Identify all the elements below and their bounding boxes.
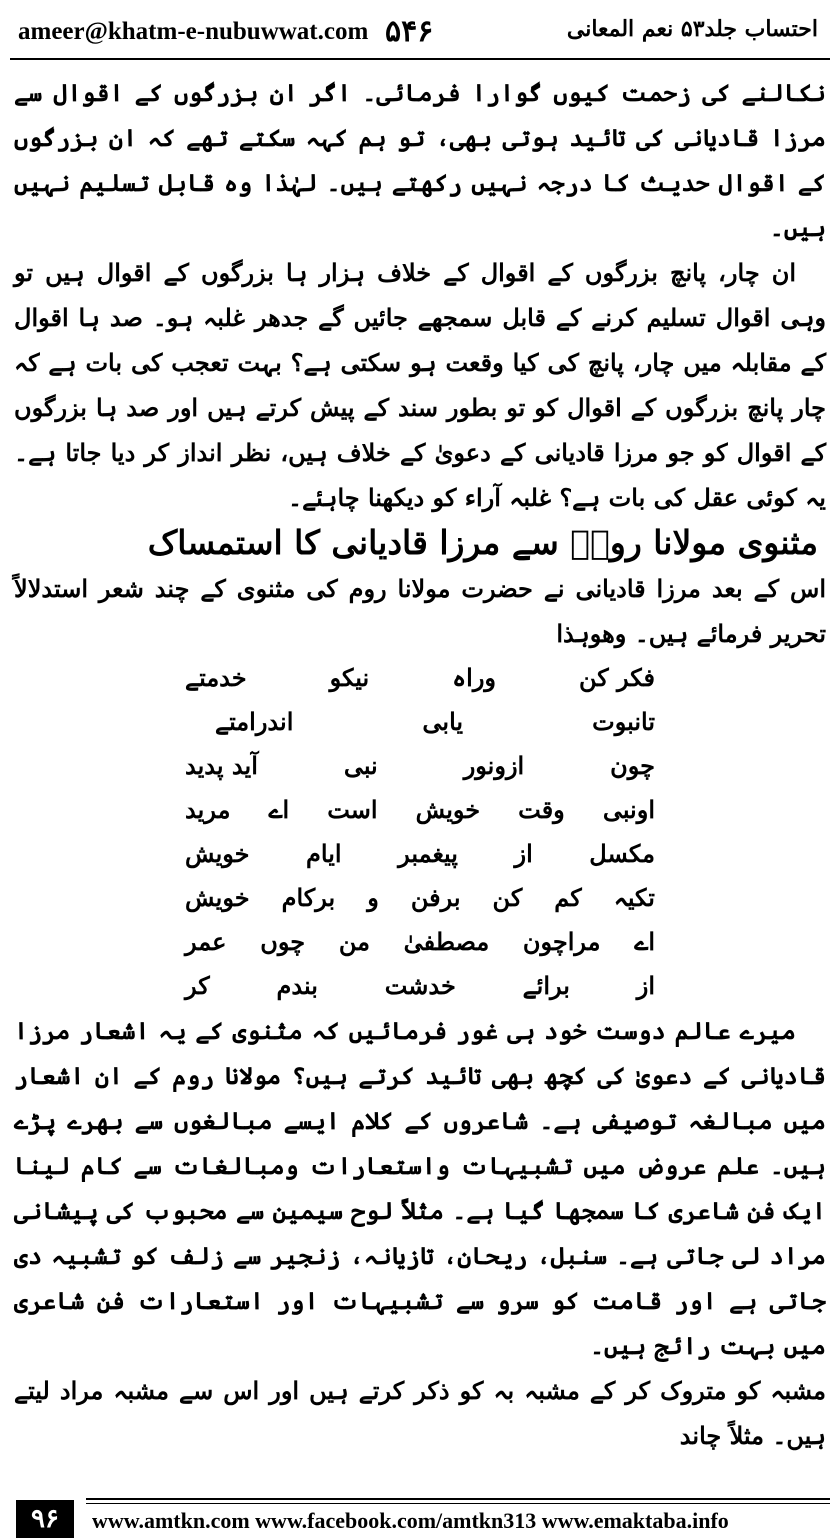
poem-word: تانبوت <box>592 707 655 736</box>
poem-line <box>185 964 655 1008</box>
poem-word: مکسل <box>589 839 655 868</box>
poem-word: فکر کن <box>578 663 655 692</box>
poem-word: خویش <box>185 883 250 912</box>
poem-word: برکام <box>281 883 336 912</box>
poem-word: آید پدید <box>185 751 258 780</box>
page-body <box>14 70 826 1458</box>
poem-line <box>185 700 655 744</box>
header-divider <box>10 58 830 60</box>
paragraph: ان چار، پانچ بزرگوں کے اقوال کے خلاف ہزار ہا بزرگوں کے اقوال ہیں تو وہی اقوال تسلیم کرنے کے قابل سمجھے جائیں گے جدھر غلبہ ہو۔ صد ہا اقوال کے مقابلہ میں چار، پانچ کی کیا وقعت ہو سکتی ہے؟ بہت تعجب کی بات ہے کہ چار پانچ بزرگوں کے اقوال کو تو بطور سند کے پیش کرتے ہیں اور صد ہا بزرگوں کے اقوال کو جو مرزا قادیانی کے دعویٰ کے خلاف ہیں، نظر انداز کر دیا جاتا ہے۔ یہ کوئی عقل کی بات ہے؟ غلبہ آراء کو دیکھنا چاہئے۔ <box>14 258 826 512</box>
poem-word: ایام <box>306 839 342 868</box>
footer-links: www.amtkn.com www.facebook.com/amtkn313 www.emaktaba.info <box>92 1508 729 1533</box>
poem-word: من <box>338 927 370 956</box>
poem-word: اے <box>268 795 290 824</box>
poem-line <box>185 920 655 964</box>
poem-word: ازونور <box>463 751 525 780</box>
header-page-number: ۵۴۶ <box>385 14 434 49</box>
footer-divider-thin <box>86 1503 830 1504</box>
poem-word: کم <box>554 883 582 912</box>
poem-word: کن <box>492 883 523 912</box>
poem-word: برائے <box>522 971 570 1000</box>
poem-word: نبی <box>343 751 378 780</box>
poem-word: خدمتے <box>185 663 247 692</box>
paragraph: مشبہ کو متروک کر کے مشبہ بہ کو ذکر کرتے ہیں اور اس سے مشبہ مراد لیتے ہیں۔ مثلاً چاند <box>14 1376 826 1450</box>
poem-block <box>185 656 655 1008</box>
poem-word: نیکو <box>329 663 370 692</box>
poem-word: وقت <box>518 795 565 824</box>
poem-word: از <box>636 971 655 1000</box>
poem-word: عمر <box>185 927 227 956</box>
poem-word: برفن <box>410 883 461 912</box>
header-book-title: احتساب جلد۵۳ نعم المعانی <box>566 16 818 42</box>
poem-word: خویش <box>415 795 481 824</box>
poem-word: از <box>514 839 533 868</box>
poem-word: تکیہ <box>613 883 655 912</box>
paragraph: نکالنے کی زحمت کیوں گوارا فرمائی۔ اگر ان بزرگوں کے اقوال سے مرزا قادیانی کی تائید ہوتی بھی، تو ہم کہہ سکتے تھے کہ ان بزرگوں کے اقوال حدیث کا درجہ نہیں رکھتے ہیں۔ لہٰذا وہ قابل تسلیم نہیں ہیں۔ <box>14 78 826 242</box>
poem-word: و <box>367 883 379 912</box>
poem-word: مرید <box>185 795 231 824</box>
footer-divider <box>86 1498 830 1500</box>
poem-line <box>185 832 655 876</box>
poem-word: بندم <box>276 971 318 1000</box>
poem-line <box>185 744 655 788</box>
poem-word: کر <box>185 971 210 1000</box>
page-header <box>0 0 840 70</box>
poem-word: چون <box>610 751 655 780</box>
poem-word: پیغمبر <box>398 839 458 868</box>
poem-line <box>185 788 655 832</box>
poem-line <box>185 656 655 700</box>
poem-word: مراچون <box>522 927 601 956</box>
section-heading: مثنوی مولانا رومؒ سے مرزا قادیانی کا استمساک <box>147 523 818 562</box>
poem-line <box>185 876 655 920</box>
poem-word: اے <box>634 927 655 956</box>
footer-page-number: ۹۶ <box>16 1500 74 1538</box>
poem-word: یابی <box>422 707 464 736</box>
poem-word: وراہ <box>452 663 497 692</box>
poem-word: چوں <box>260 927 306 956</box>
poem-word: خویش <box>185 839 250 868</box>
paragraph: میرے عالم دوست خود ہی غور فرمائیں کہ مثنوی کے یہ اشعار مرزا قادیانی کے دعویٰ کی کچھ بھی تائید کرتے ہیں؟ مولانا روم کے ان اشعار میں مبالغہ توصیفی ہے۔ شاعروں کے کلام ایسے مبالغوں سے بھرے پڑے ہیں۔ علم عروض میں تشبیہات واستعارات ومبالغات سے کام لینا ایک فن شاعری کا سمجھا گیا ہے۔ مثلاً لوح سیمین سے محبوب کی پیشانی مراد لی جاتی ہے۔ سنبل، ریحان، تازیانہ، زنجیر سے زلف کو تشبیہ دی جاتی ہے اور قامت کو سرو سے تشبیہات اور استعارات فن شاعری میں بہت رائج ہیں۔ <box>14 1016 826 1360</box>
header-email: ameer@khatm-e-nubuwwat.com <box>18 18 369 45</box>
poem-word: اندرامتے <box>215 707 294 736</box>
poem-word: خدشت <box>384 971 456 1000</box>
intro-paragraph: اس کے بعد مرزا قادیانی نے حضرت مولانا روم کی مثنوی کے چند شعر استدلالاً تحریر فرمائے ہیں۔ وھوہذا <box>14 574 826 648</box>
poem-word: اونبی <box>602 795 655 824</box>
poem-word: مصطفیٰ <box>403 927 490 956</box>
poem-word: است <box>327 795 378 824</box>
page-footer <box>0 1494 840 1540</box>
